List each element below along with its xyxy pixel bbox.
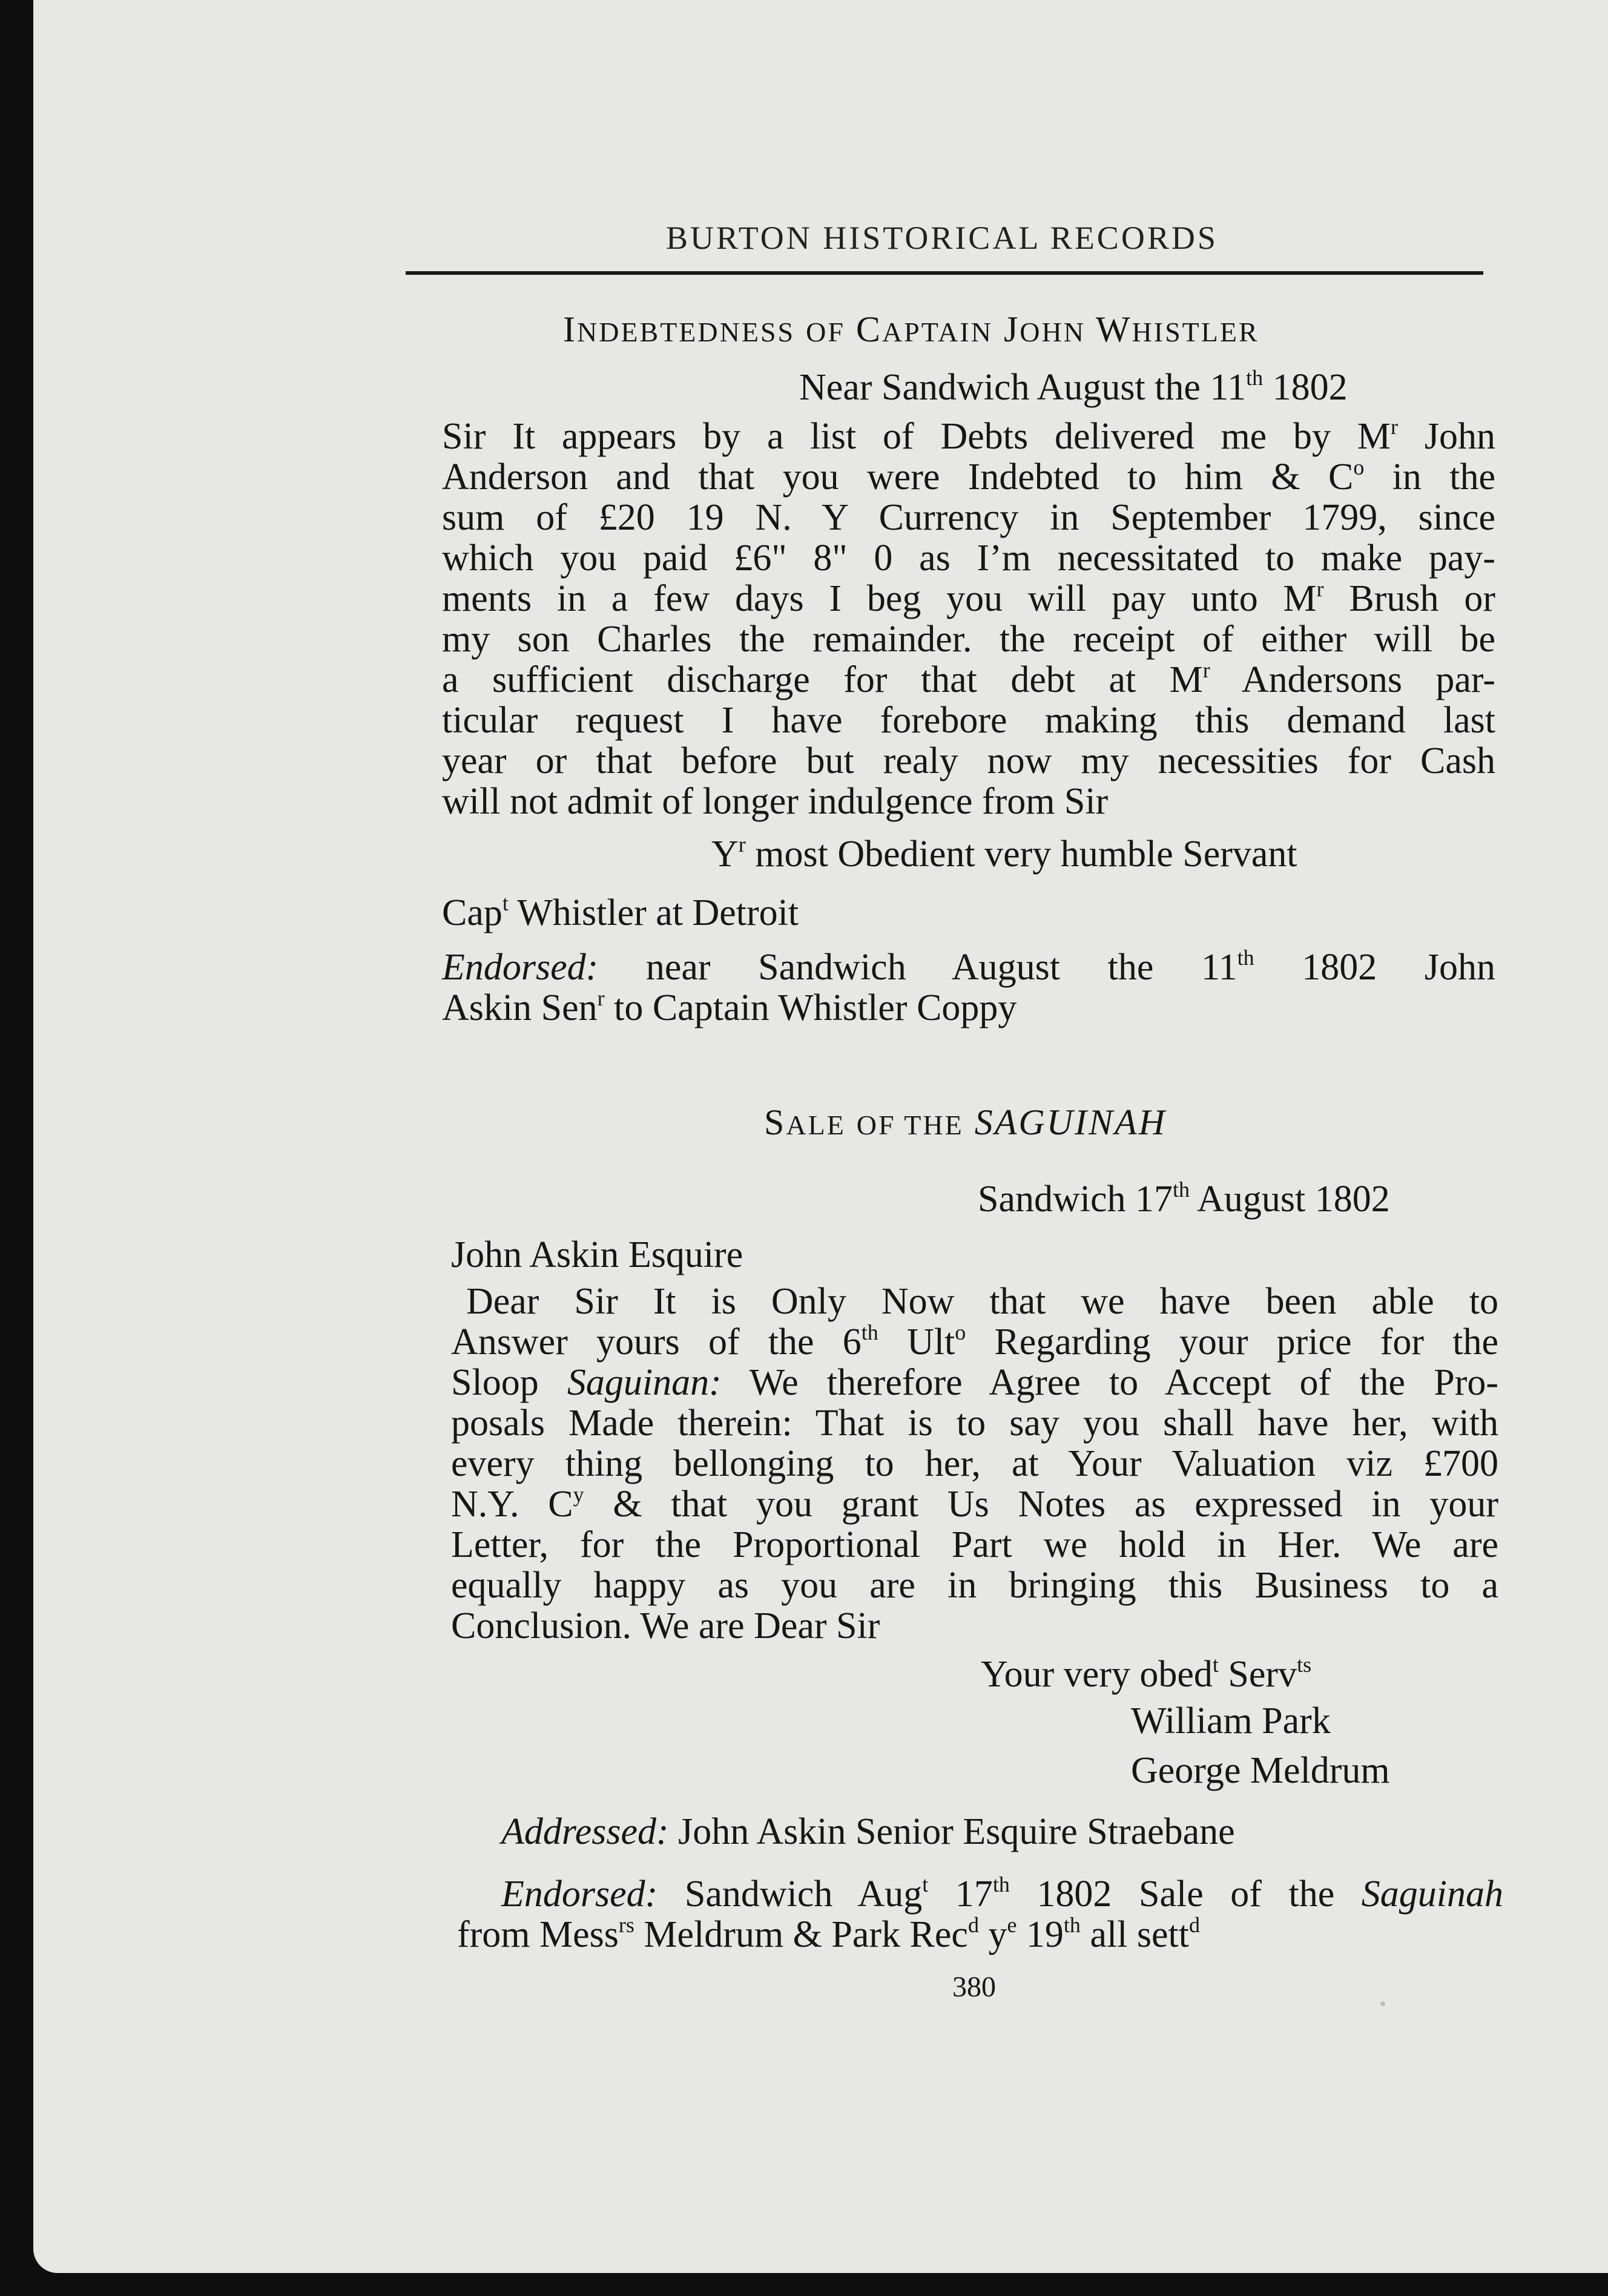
letter2-body-line: Answer yours of the 6th Ult$^o$ Regarding your price for the [451, 1320, 1498, 1363]
letter2-dateline: Sandwich 17th August 1802 [978, 1177, 1390, 1220]
running-head: BURTON HISTORICAL RECORDS [666, 220, 1218, 256]
letter1-body-line: sum of £20 19 N. Y Currency in September 1799, since [442, 497, 1495, 538]
letter1-body-line: my son Charles the remainder. the receipt of either will be [442, 619, 1495, 660]
letter2-endorsement: from Mess$^{rs}$ Meldrum & Park Rec$^d$ $y^e$ 19th all sett$^d$ [457, 1913, 1201, 1955]
letter2-body-line: every thing bellonging to her, at Your Valuation viz £700 [451, 1443, 1498, 1484]
letter2-salutation: John Askin Esquire [451, 1234, 743, 1275]
letter1-dateline: Near Sandwich August the 11th 1802 [799, 366, 1348, 408]
letter2-body-line: Conclusion. We are Dear Sir [451, 1605, 880, 1646]
letter1-endorsement: Askin Sen$^r$ to Captain Whistler Coppy [442, 986, 1017, 1028]
letter1-body-line: Sir It appears by a list of Debts delivered me by $M^r$ John [442, 415, 1495, 457]
letter2-endorsement: Endorsed: Sandwich Aug$^t$ 17th 1802 Sale of the Saguinah [501, 1872, 1504, 1915]
letter2-signer: William Park [1131, 1700, 1331, 1742]
letter1-body-line: ments in a few days I beg you will pay unto $M^r$ Brush or [442, 577, 1495, 619]
letter2-body-line: Letter, for the Proportional Part we hold in Her. We are [451, 1524, 1498, 1565]
letter2-signer: George Meldrum [1131, 1750, 1390, 1791]
letter2-title: SALE OF THE SAGUINAH [764, 1102, 1167, 1142]
letter1-closing: $Y^r$ most Obedient very humble Servant [711, 832, 1297, 875]
letter1-recipient: Cap$^t$ Whistler at Detroit [442, 891, 799, 933]
letter2-body-line: Dear Sir It is Only Now that we have been able to [466, 1281, 1498, 1322]
letter1-title: INDEBTEDNESS OF CAPTAIN JOHN WHISTLER [563, 309, 1259, 349]
paper-speck [1380, 2001, 1385, 2006]
letter1-body-line: year or that before but realy now my necessities for Cash [442, 740, 1495, 781]
letter1-body-line: a sufficient discharge for that debt at $M^r$ Andersons par- [442, 658, 1495, 700]
letter2-body-line: equally happy as you are in bringing this Business to a [451, 1565, 1498, 1606]
letter1-body-line: Anderson and that you were Indebted to him & $C^o$ in the [442, 455, 1495, 498]
letter2-body-line: Sloop Saguinan: We therefore Agree to Accept of the Pro- [451, 1362, 1498, 1403]
letter2-closing: Your very obed$^t$ Serv$^{ts}$ [981, 1653, 1312, 1695]
header-rule [406, 271, 1483, 275]
letter1-body-line: which you paid £6" 8" 0 as I’m necessitated to make pay- [442, 538, 1495, 579]
letter1-body-line: will not admit of longer indulgence from Sir [442, 781, 1109, 822]
letter2-body-line: posals Made therein: That is to say you shall have her, with [451, 1403, 1498, 1444]
letter2-address: Addressed: John Askin Senior Esquire Straebane [501, 1811, 1235, 1852]
letter2-body-line: N.Y. $C^y$ & that you grant Us Notes as expressed in your [451, 1482, 1498, 1525]
letter1-body-line: ticular request I have forebore making this demand last [442, 700, 1495, 741]
page-number: 380 [952, 1971, 996, 2003]
letter1-endorsement: Endorsed: near Sandwich August the 11th 1802 John [442, 946, 1495, 988]
